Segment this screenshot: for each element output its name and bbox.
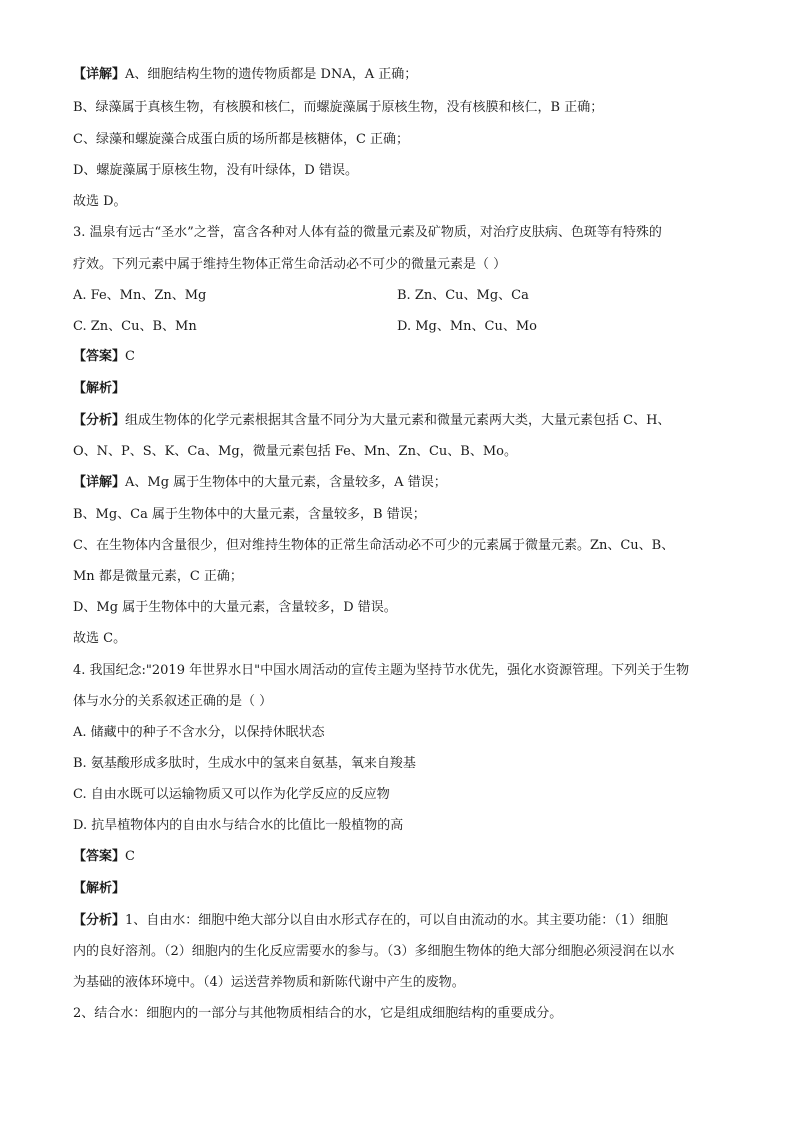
section-tag: 【答案】 xyxy=(73,349,126,364)
answer-value: C xyxy=(125,349,135,364)
text-line: D、螺旋藻属于原核生物，没有叶绿体，D 错误。 xyxy=(73,163,358,178)
section-tag: 【答案】 xyxy=(73,849,126,864)
question-3-stem: 疗效。下列元素中属于维持生物体正常生命活动必不可少的微量元素是（ ） xyxy=(73,257,507,272)
text: A、细胞结构生物的遗传物质都是 DNA，A 正确； xyxy=(125,67,418,82)
text: A、Mg 属于生物体中的大量元素，含量较多，A 错误； xyxy=(125,475,447,490)
section-tag: 【详解】 xyxy=(73,67,126,82)
option-c: C. 自由水既可以运输物质又可以作为化学反应的反应物 xyxy=(73,787,390,802)
section-tag: 【详解】 xyxy=(73,475,126,490)
answer-line xyxy=(73,348,135,366)
analysis-heading xyxy=(73,880,125,898)
option-a: A. Fe、Mn、Zn、Mg xyxy=(73,288,207,303)
text: 组成生物体的化学元素根据其含量不同分为大量元素和微量元素两大类，大量元素包括 C、H、 xyxy=(125,413,671,428)
text-line: C、绿藻和螺旋藻合成蛋白质的场所都是核糖体，C 正确； xyxy=(73,132,410,147)
section-tag: 【解析】 xyxy=(73,381,126,396)
analysis-paragraph xyxy=(73,912,668,930)
option-d: D. Mg、Mn、Cu、Mo xyxy=(397,319,537,334)
section-tag: 【分析】 xyxy=(73,413,126,428)
option-b: B. 氨基酸形成多肽时，生成水中的氢来自氨基，氧来自羧基 xyxy=(73,756,416,771)
text-line: B、Mg、Ca 属于生物体中的大量元素，含量较多，B 错误； xyxy=(73,507,426,522)
answer-value: C xyxy=(125,849,135,864)
question-3-stem: 3. 温泉有远古“圣水”之誉，富含各种对人体有益的微量元素及矿物质，对治疗皮肤病、色斑等有特殊的 xyxy=(73,225,662,240)
option-d: D. 抗旱植物体内的自由水与结合水的比值比一般植物的高 xyxy=(73,818,404,833)
text: 1、自由水：细胞中绝大部分以自由水形式存在的，可以自由流动的水。其主要功能：（1）细胞 xyxy=(125,913,669,928)
option-b: B. Zn、Cu、Mg、Ca xyxy=(397,288,529,303)
answer-line xyxy=(73,848,135,866)
text-line: O、N、P、S、K、Ca、Mg，微量元素包括 Fe、Mn、Zn、Cu、B、Mo。 xyxy=(73,444,517,459)
text-line: 内的良好溶剂。（2）细胞内的生化反应需要水的参与。（3）多细胞生物体的绝大部分细胞必须浸润在以水 xyxy=(73,944,675,959)
text-line: 故选 C。 xyxy=(73,631,127,646)
text-line: D、Mg 属于生物体中的大量元素，含量较多，D 错误。 xyxy=(73,600,397,615)
text-line: C、在生物体内含量很少，但对维持生物体的正常生命活动必不可少的元素属于微量元素。Zn、Cu、B、 xyxy=(73,538,675,553)
text-line: B、绿藻属于真核生物，有核膜和核仁，而螺旋藻属于原核生物，没有核膜和核仁，B 正确； xyxy=(73,100,604,115)
option-c: C. Zn、Cu、B、Mn xyxy=(73,319,197,334)
question-4-stem: 4. 我国纪念:"2019 年世界水日"中国水周活动的宣传主题为坚持节水优先，强化水资源管理。下列关于生物 xyxy=(73,663,690,678)
question-4-stem: 体与水分的关系叙述正确的是（ ） xyxy=(73,694,273,709)
section-tag: 【分析】 xyxy=(73,913,126,928)
text-line: 2、结合水：细胞内的一部分与其他物质相结合的水，它是组成细胞结构的重要成分。 xyxy=(73,1006,563,1021)
section-tag: 【解析】 xyxy=(73,881,126,896)
analysis-paragraph xyxy=(73,412,670,430)
analysis-heading xyxy=(73,380,125,398)
detail-paragraph xyxy=(73,474,447,492)
detail-paragraph xyxy=(73,66,417,84)
text-line: 故选 D。 xyxy=(73,194,127,209)
option-a: A. 储藏中的种子不含水分，以保持休眠状态 xyxy=(73,725,325,740)
text-line: 为基础的液体环境中。（4）运送营养物质和新陈代谢中产生的废物。 xyxy=(73,975,465,990)
text-line: Mn 都是微量元素，C 正确； xyxy=(73,569,243,584)
